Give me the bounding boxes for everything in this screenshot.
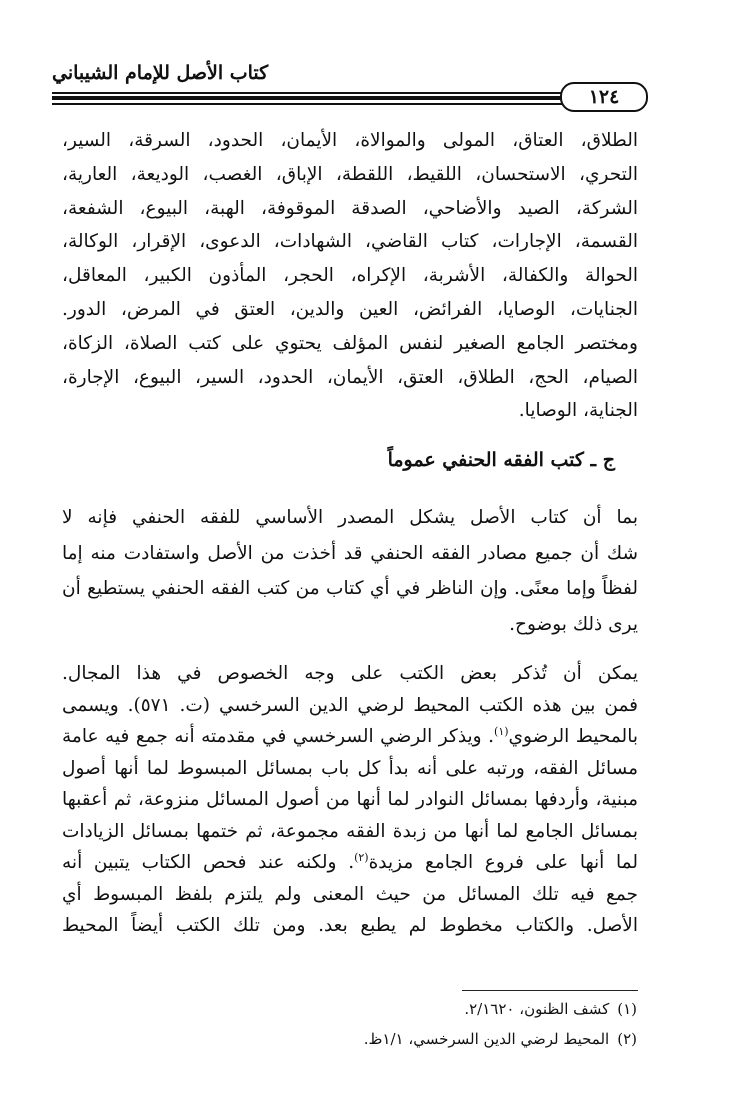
text-segment: . ولكنه عند فحص الكتاب يتبين أنه (62, 852, 355, 873)
text-line: شك أن جميع مصادر الفقه الحنفي قد أخذت من الأصل واستفادت منه إما (62, 542, 638, 564)
text-line (62, 847, 638, 879)
footnote-text: كشف الظنون، ٢/١٦٢٠. (464, 1000, 610, 1018)
text-line: الأصل. والكتاب مخطوط لم يطبع بعد. ومن تلك الكتب أيضاً المحيط (62, 915, 638, 936)
text-segment: . ويذكر الرضي السرخسي في مقدمته أنه جمع فيه عامة (62, 726, 495, 747)
footnote-text: المحيط لرضي الدين السرخسي، ١/١ظ. (363, 1030, 610, 1048)
text-line: الطلاق، العتاق، المولى والموالاة، الأيمان، الحدود، السرقة، السير، (62, 130, 638, 151)
section-heading: ج ـ كتب الفقه الحنفي عموماً (387, 449, 615, 471)
running-title: كتاب الأصل للإمام الشيباني (52, 62, 269, 84)
text-segment: لما أنها على فروع الجامع مزيدة (368, 852, 638, 873)
footnote-ref-2[interactable]: (٢) (354, 850, 369, 864)
text-line: مبنية، وأردفها بمسائل النوادر لما أنها من أصول المسائل منزوعة، ثم أعقبها (62, 789, 638, 810)
text-line: الجناية، الوصايا. (518, 400, 638, 422)
text-line: لفظاً وإما معنًى. وإن الناظر في أي كتاب من كتب الفقه الحنفي يستطيع أن (62, 578, 638, 599)
text-line: فمن بين هذه الكتب المحيط لرضي الدين السرخسي (ت. ٥٧١). ويسمى (62, 694, 638, 716)
books-paragraph (62, 658, 638, 942)
chapter-list-paragraph (62, 124, 638, 428)
text-line: الشركة، الصيد والأضاحي، الصدقة الموقوفة، الهبة، البيوع، الشفعة، (62, 197, 638, 219)
footnote-1 (464, 1000, 637, 1018)
text-line: بما أن كتاب الأصل يشكل المصدر الأساسي للفقه الحنفي فإنه لا (62, 507, 638, 528)
text-line: الصيام، الحج، الطلاق، العتق، الأيمان، الحدود، السير، البيوع، الإجارة، (62, 366, 638, 388)
text-line: ومختصر الجامع الصغير لنفس المؤلف يحتوي على كتب الصلاة، الزكاة، (62, 332, 638, 354)
text-line: مسائل الفقه، ورتبه على أنه بدأ كل باب بمسائل المبسوط لما أنها أصول (62, 757, 638, 779)
text-segment: بالمحيط الرضوي (508, 726, 638, 747)
intro-paragraph (62, 500, 638, 642)
footnote-number: (١) (617, 1000, 637, 1018)
footnote-separator (462, 990, 638, 991)
text-line: التحري، الاستحسان، اللقيط، اللقطة، الإباق، الغصب، الوديعة، العارية، (62, 163, 638, 185)
header-rule-thick (52, 96, 627, 100)
header-rule (52, 92, 627, 94)
footnote-2 (364, 1030, 637, 1048)
text-line (62, 721, 638, 753)
footnote-number: (٢) (617, 1030, 637, 1048)
text-line: القسمة، الإجارات، كتاب القاضي، الشهادات، الدعوى، الإقرار، الوكالة، (62, 231, 638, 253)
text-line: بمسائل الجامع لما أنها من زبدة الفقه مجموعة، ثم ختمها بمسائل الزيادات (62, 820, 638, 842)
text-line: الجنايات، الوصايا، الفرائض، العين والدين، العتق في المرض، الدور. (62, 298, 638, 320)
page-number: ١٢٤ (560, 82, 648, 112)
text-line: يمكن أن تُذكر بعض الكتب على وجه الخصوص في هذا المجال. (62, 663, 638, 684)
text-line: الحوالة والكفالة، الأشربة، الإكراه، الحجر، المأذون الكبير، المعاقل، (62, 265, 638, 287)
header-rule-bottom (52, 103, 627, 105)
text-line: جمع فيه تلك المسائل من حيث المعنى ولم يلتزم بلفظ المبسوط أي (62, 883, 638, 905)
footnote-ref-1[interactable]: (١) (494, 724, 509, 738)
text-line: يرى ذلك بوضوح. (509, 613, 638, 635)
